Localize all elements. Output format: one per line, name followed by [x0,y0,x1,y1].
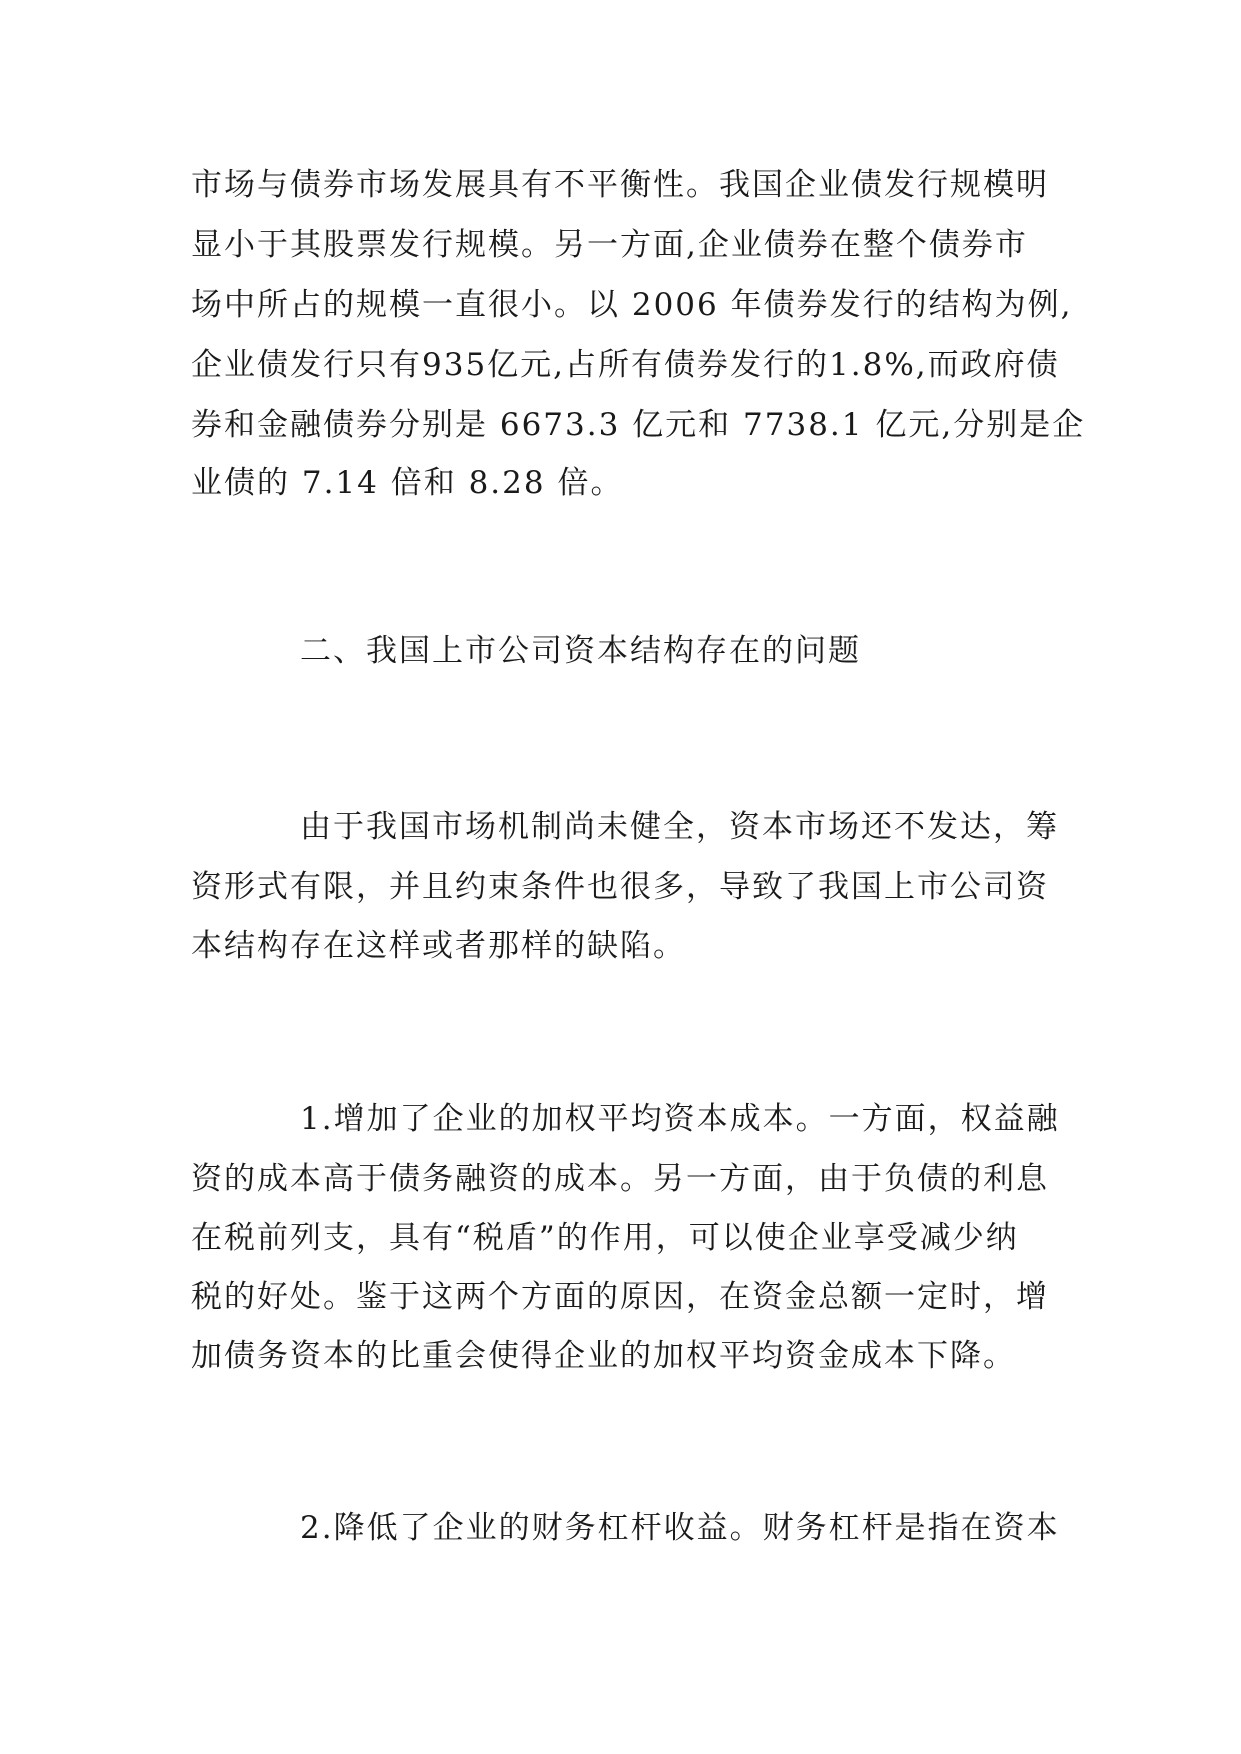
paragraph-line: 券和金融债券分别是 6673.3 亿元和 7738.1 亿元,分别是企 [191,407,1086,443]
paragraph-line: 1.增加了企业的加权平均资本成本。一方面，权益融 [300,1101,1060,1137]
paragraph-line: 资的成本高于债务融资的成本。另一方面，由于负债的利息 [191,1161,1049,1197]
paragraph-line: 税的好处。鉴于这两个方面的原因，在资金总额一定时，增 [191,1279,1049,1315]
paragraph-line: 加债务资本的比重会使得企业的加权平均资金成本下降。 [191,1338,1016,1374]
paragraph-line: 本结构存在这样或者那样的缺陷。 [191,928,686,964]
paragraph-line: 在税前列支，具有“税盾”的作用，可以使企业享受减少纳 [191,1220,1019,1256]
paragraph-line: 场中所占的规模一直很小。以 2006 年债券发行的结构为例, [191,287,1073,323]
paragraph-line: 资形式有限，并且约束条件也很多，导致了我国上市公司资 [191,869,1049,905]
paragraph-line: 市场与债券市场发展具有不平衡性。我国企业债发行规模明 [191,167,1049,203]
paragraph-line: 显小于其股票发行规模。另一方面,企业债券在整个债券市 [191,227,1028,263]
section-heading: 二、我国上市公司资本结构存在的问题 [300,633,861,669]
paragraph-line: 企业债发行只有935亿元,占所有债券发行的1.8%,而政府债 [191,347,1060,383]
paragraph-line: 由于我国市场机制尚未健全，资本市场还不发达，筹 [300,809,1059,845]
paragraph-line: 2.降低了企业的财务杠杆收益。财务杠杆是指在资本 [300,1510,1060,1546]
paragraph-line: 业债的 7.14 倍和 8.28 倍。 [191,465,624,501]
